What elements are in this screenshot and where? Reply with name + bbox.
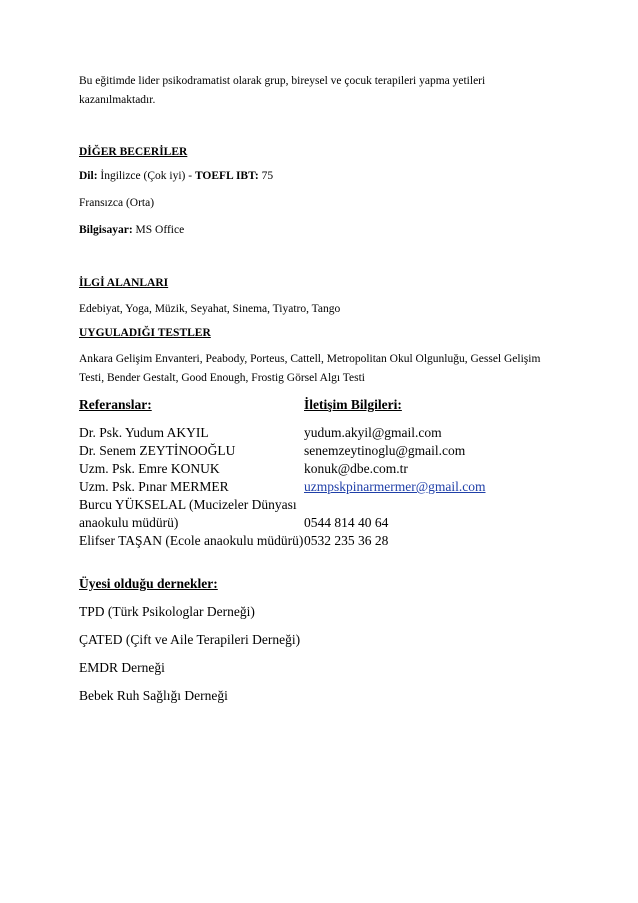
association-item: TPD (Türk Psikologlar Derneği) [79, 604, 255, 619]
reference-name: Uzm. Psk. Pınar MERMER [79, 479, 229, 494]
language-value: İngilizce (Çok iyi) - [97, 170, 195, 182]
tests-line-2: Testi, Bender Gestalt, Good Enough, Frostig Görsel Algı Testi [79, 372, 365, 384]
reference-contact: 0532 235 36 28 [304, 533, 389, 548]
reference-contact: yudum.akyil@gmail.com [304, 425, 442, 440]
section-heading-skills: DİĞER BECERİLER [79, 146, 188, 158]
section-heading-tests: UYGULADIĞI TESTLER [79, 327, 211, 339]
reference-name: Dr. Psk. Yudum AKYIL [79, 425, 209, 440]
associations-heading: Üyesi olduğu dernekler: [79, 576, 218, 591]
reference-name: Burcu YÜKSELAL (Mucizeler Dünyası [79, 497, 297, 512]
french-line: Fransızca (Orta) [79, 197, 155, 209]
association-item: EMDR Derneği [79, 660, 165, 675]
references-heading: Referanslar: [79, 397, 152, 412]
toefl-value: 75 [258, 170, 274, 182]
association-item: Bebek Ruh Sağlığı Derneği [79, 688, 228, 703]
toefl-label: TOEFL IBT: [194, 170, 259, 182]
reference-name: anaokulu müdürü) [79, 515, 179, 530]
interests-list: Edebiyat, Yoga, Müzik, Seyahat, Sinema, Tiyatro, Tango [79, 303, 341, 315]
reference-name: Elifser TAŞAN (Ecole anaokulu müdürü) [79, 533, 304, 548]
association-item: ÇATED (Çift ve Aile Terapileri Derneği) [79, 632, 301, 647]
reference-contact: konuk@dbe.com.tr [304, 461, 408, 476]
reference-contact: senemzeytinoglu@gmail.com [304, 443, 466, 458]
computer-line [79, 221, 184, 240]
intro-line-1: Bu eğitimde lider psikodramatist olarak grup, bireysel ve çocuk terapileri yapma yetileri [79, 75, 486, 87]
reference-email-link[interactable]: uzmpskpinarmermer@gmail.com [304, 479, 486, 494]
computer-label: Bilgisayar: [79, 224, 133, 236]
computer-value: MS Office [132, 224, 185, 236]
reference-contact: 0544 814 40 64 [304, 515, 389, 530]
reference-name: Uzm. Psk. Emre KONUK [79, 461, 220, 476]
reference-name: Dr. Senem ZEYTİNOOĞLU [79, 443, 236, 458]
language-label: Dil: [79, 170, 98, 182]
tests-line-1: Ankara Gelişim Envanteri, Peabody, Porteus, Cattell, Metropolitan Okul Olgunluğu, Gessel Gelişim [79, 353, 541, 365]
intro-line-2: kazanılmaktadır. [79, 94, 156, 106]
contact-heading: İletişim Bilgileri: [304, 397, 402, 412]
language-line [79, 167, 273, 186]
section-heading-interests: İLGİ ALANLARI [79, 277, 169, 289]
